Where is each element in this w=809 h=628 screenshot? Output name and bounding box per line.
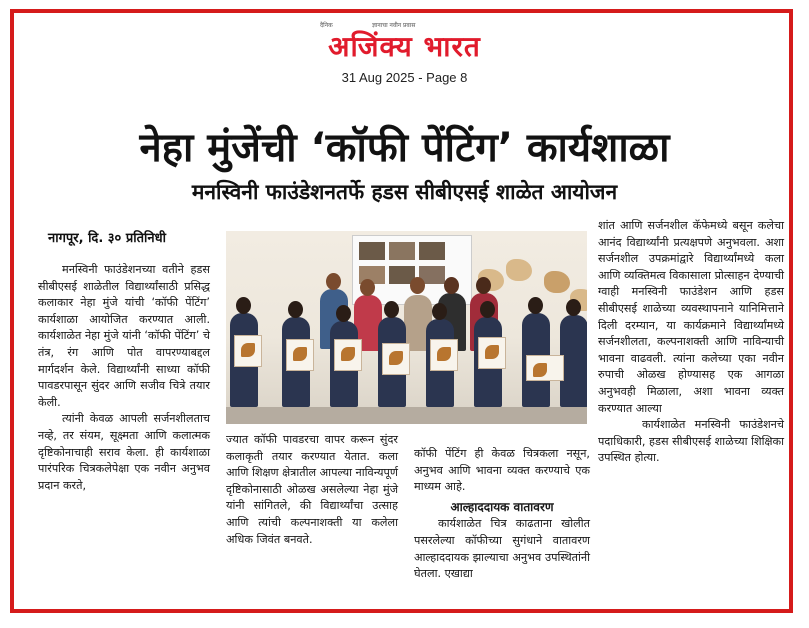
paragraph: कॉफी पेंटिंग ही केवळ चित्रकला नसून, अनुभव आणि भावना व्यक्त करण्याचे एक माध्यम आहे. bbox=[414, 447, 590, 494]
section-subtitle: आल्हाददायक वातावरण bbox=[450, 499, 554, 514]
article-column-3 bbox=[414, 446, 590, 583]
date-page-line: 31 Aug 2025 - Page 8 bbox=[341, 70, 468, 85]
article-column-1 bbox=[38, 262, 210, 494]
article-column-2 bbox=[226, 432, 398, 548]
paragraph: कार्यशाळेत चित्र काढताना खोलीत पसरलेल्या कॉफीच्या सुगंधाने वातावरण आल्हाददायक झाल्याचा अनुभव उपस्थितांनी घेतला. एखाद्या bbox=[414, 517, 590, 581]
article-headline: नेहा मुंजेंची ‘कॉफी पेंटिंग’ कार्यशाळा bbox=[139, 125, 670, 171]
newspaper-name: अजिंक्य भारत bbox=[328, 30, 481, 63]
paragraph: शांत आणि सर्जनशील कॅफेमध्ये बसून कलेचा आनंद विद्यार्थ्यांनी प्रत्यक्षपणे अनुभवला. अशा सर्जनशील उपक्रमांद्वारे विद्यार्थ्यांमध्ये कला आणि व्यक्तिमत्व विकासाला प्रोत्साहन देण्याची ग्वाही मनस्विनी फाउंडेशन आणि हडस सीबीएसई शाळेच्या व्यवस्थापनाने यानिमित्ताने दिली दरम्यान, या कार्यक्रमाने विद्यार्थ्यांमध्ये सर्जनशीलता, कल्पनाशक्ती आणि नाविन्याची भावना वाढवली. त्यांना कलेच्या एका नवीन रुपाची ओळख होण्यासह एक आगळा अनुभवही मिळाला, अशा भावना व्यक्त करण्यात आल्या bbox=[598, 219, 784, 415]
article-byline: नागपूर, दि. ३० प्रतिनिधी bbox=[48, 231, 166, 246]
workshop-photo bbox=[226, 231, 587, 424]
article-column-4 bbox=[598, 218, 784, 467]
masthead-tagline: ज्ञानाचा नवीन प्रवास bbox=[372, 22, 416, 29]
paragraph: ज्यात कॉफी पावडरचा वापर करून सुंदर कलाकृती तयार करण्यात येतात. कला आणि शिक्षण क्षेत्रातील आपल्या नाविन्यपूर्ण दृष्टिकोनासाठी ओळख असलेल्या नेहा मुंजे यांनी सांगितले, की विद्यार्थ्यांचा उत्साह आणि त्यांची कल्पनाशक्ती या कलेला अधिक जिवंत बनवते. bbox=[226, 433, 398, 546]
masthead-small-left: दैनिक bbox=[320, 22, 333, 29]
paragraph: कार्यशाळेत मनस्विनी फाउंडेशनचे पदाधिकारी, हडस सीबीएसई शाळेच्या शिक्षिका उपस्थित होत्या. bbox=[598, 418, 784, 465]
paragraph: मनस्विनी फाउंडेशनच्या वतीने हडस सीबीएसई शाळेतील विद्यार्थ्यांसाठी प्रसिद्ध कलाकार नेहा मुंजे यांची ‘कॉफी पेंटिंग’ कार्यशाळा आयोजित करण्यात आली. कार्यशाळेत नेहा मुंजे यांनी ‘कॉफी पेंटिंग’ चे तंत्र, रंग आणि पोत वापरण्याबद्दल मार्गदर्शन केले. विद्यार्थ्यांनी साध्या कॉफी पावडरपासून सुंदर आणि सजीव चित्रे तयार केली. bbox=[38, 263, 210, 409]
paragraph: त्यांनी केवळ आपली सर्जनशीलताच नव्हे, तर संयम, सूक्ष्मता आणि कलात्मक दृष्टिकोनाचाही सराव केला. ही कार्यशाळा पारंपरिक चित्रकलेपेक्षा एक नवीन अनुभव प्रदान करते, bbox=[38, 412, 210, 492]
article-subheadline: मनस्विनी फाउंडेशनतर्फे हडस सीबीएसई शाळेत आयोजन bbox=[191, 180, 618, 204]
